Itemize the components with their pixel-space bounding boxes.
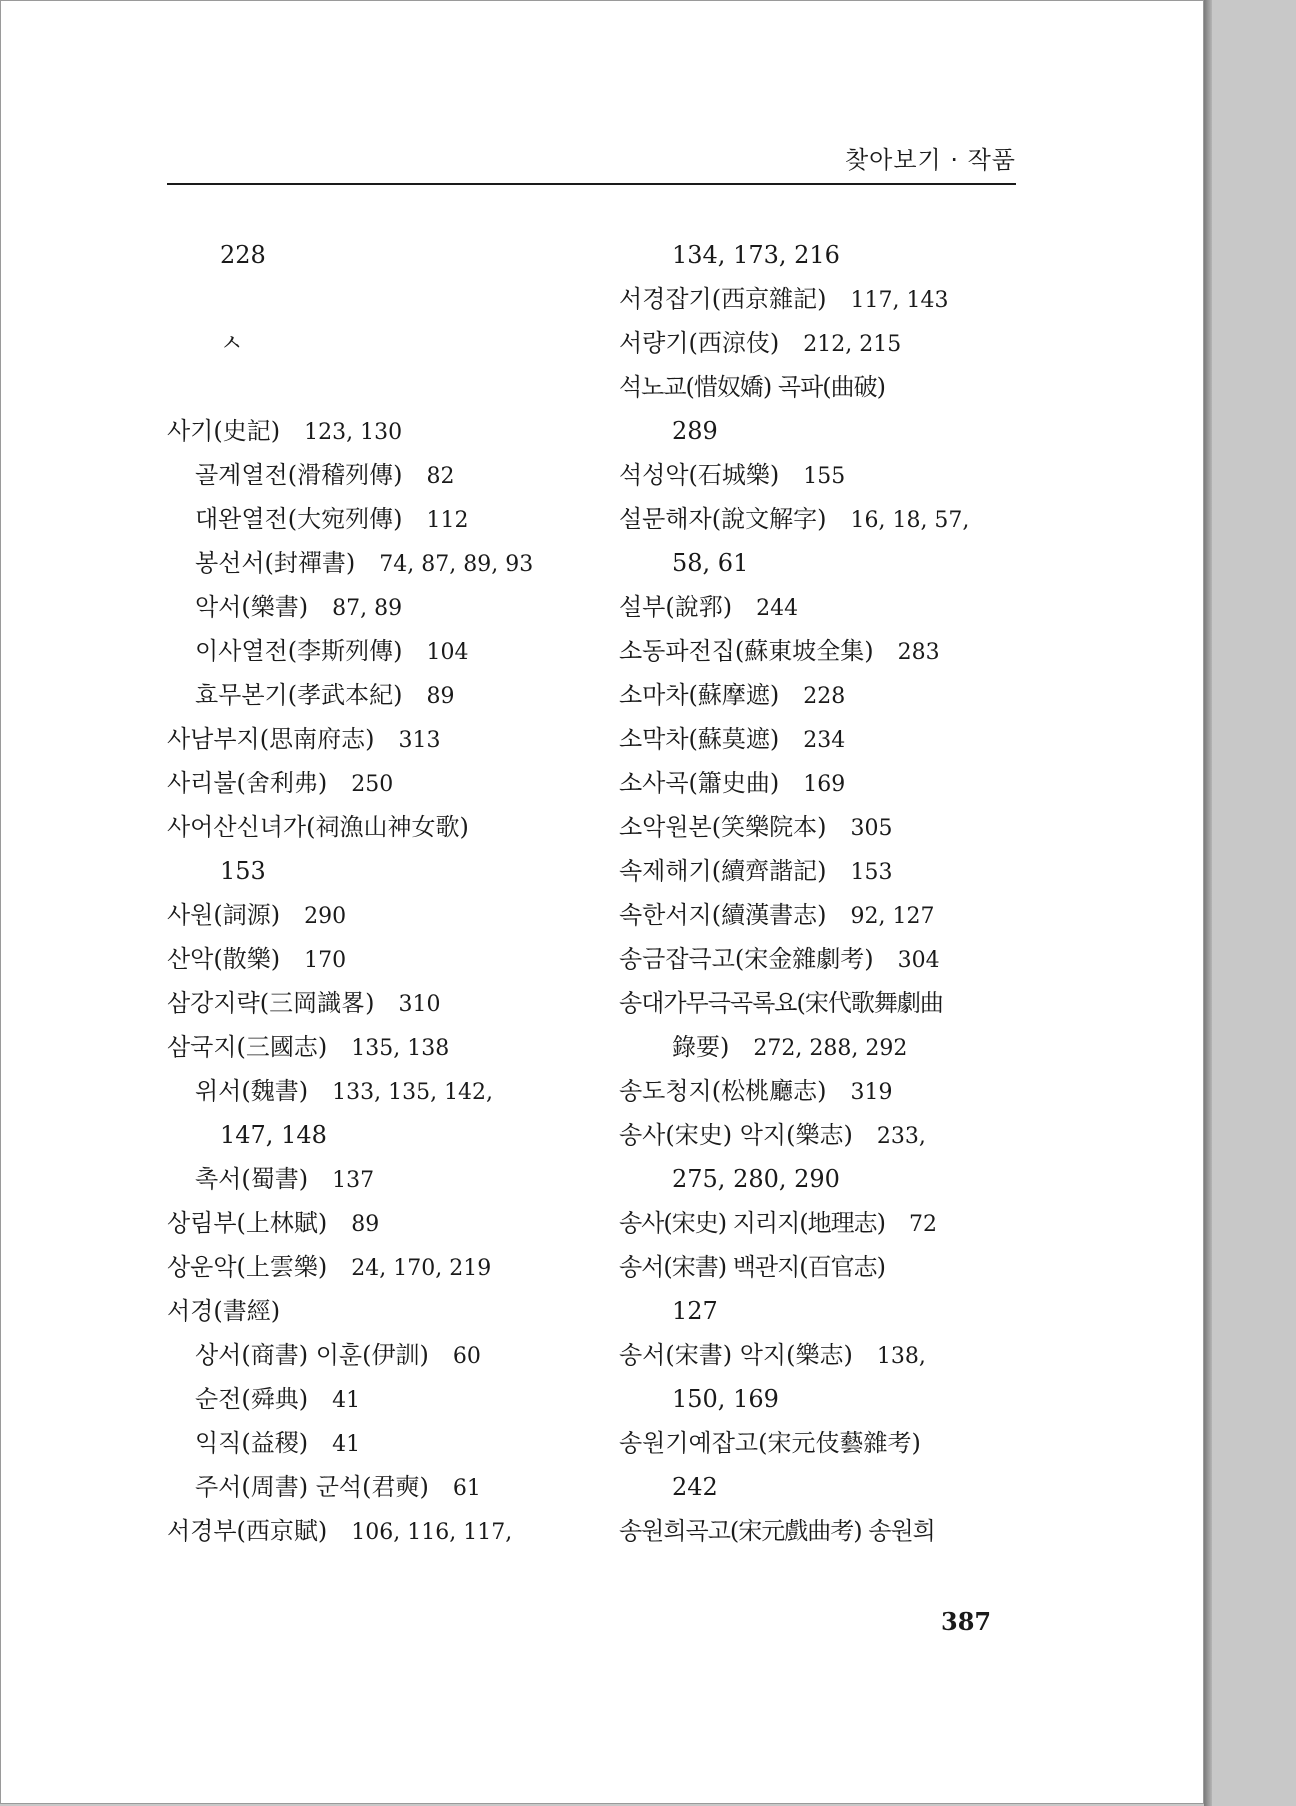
- index-entry: [167, 453, 597, 497]
- index-entry: [619, 1069, 1039, 1113]
- index-entry-pages: 170: [304, 948, 347, 973]
- index-entry-title: 사어산신녀가(祠漁山神女歌): [167, 813, 469, 841]
- index-entry-title: 순전(舜典): [195, 1385, 309, 1413]
- index-entry-title: 석성악(石城樂): [619, 461, 780, 489]
- index-entry-pages: 135, 138: [351, 1036, 450, 1061]
- index-entry: [619, 365, 1039, 409]
- index-entry-title: 익직(益稷): [195, 1429, 309, 1457]
- index-entry-title: 상림부(上林賦): [167, 1209, 328, 1237]
- index-entry-pages: 58, 61: [672, 549, 749, 577]
- index-entry: [619, 409, 1039, 453]
- index-entry: [619, 1289, 1039, 1333]
- index-entry-pages: 24, 170, 219: [351, 1256, 492, 1281]
- index-entry-title: 효무본기(孝武本紀): [195, 681, 403, 709]
- index-entry-title: 송사(宋史) 악지(樂志): [619, 1121, 853, 1149]
- index-entry: [619, 277, 1039, 321]
- index-entry: [167, 1157, 597, 1201]
- index-entry-pages: 72: [909, 1212, 938, 1237]
- index-entry: [167, 277, 597, 321]
- index-entry: [619, 1245, 1039, 1289]
- index-entry-pages: 134, 173, 216: [672, 241, 840, 269]
- index-entry: [167, 541, 597, 585]
- index-entry-pages: 137: [332, 1168, 375, 1193]
- index-entry-title: 설문해자(說文解字): [619, 505, 827, 533]
- index-entry-pages: 41: [332, 1388, 361, 1413]
- index-entry: [167, 585, 597, 629]
- index-entry-pages: 150, 169: [672, 1385, 779, 1413]
- index-entry: [167, 1421, 597, 1465]
- index-entry-title: 서경부(西京賦): [167, 1517, 328, 1545]
- index-entry-title: 소사곡(簫史曲): [619, 769, 780, 797]
- index-entry: [619, 497, 1039, 541]
- index-entry-pages: 305: [850, 816, 893, 841]
- index-entry-pages: 319: [850, 1080, 893, 1105]
- index-entry-pages: 138,: [876, 1344, 926, 1369]
- index-entry-title: 사리불(舍利弗): [167, 769, 328, 797]
- index-entry: [167, 365, 597, 409]
- index-entry-pages: 155: [803, 464, 846, 489]
- running-head: 찾아보기 · 작품: [845, 146, 1016, 174]
- index-entry-pages: 133, 135, 142,: [332, 1080, 494, 1105]
- index-entry: [619, 1509, 1039, 1553]
- index-entry: [167, 321, 597, 365]
- index-entry-pages: 313: [398, 728, 441, 753]
- index-entry: [167, 1465, 597, 1509]
- index-entry-pages: 41: [332, 1432, 361, 1457]
- index-entry-pages: 283: [897, 640, 940, 665]
- index-entry-title: 이사열전(李斯列傳): [195, 637, 403, 665]
- index-entry: [619, 761, 1039, 805]
- index-entry: [619, 805, 1039, 849]
- index-entry-title: 대완열전(大宛列傳): [195, 505, 403, 533]
- index-entry-pages: 304: [897, 948, 940, 973]
- index-entry-pages: 60: [452, 1344, 481, 1369]
- index-entry-title: 송서(宋書) 백관지(百官志): [619, 1253, 886, 1281]
- index-entry: [619, 1377, 1039, 1421]
- index-entry: [167, 1113, 597, 1157]
- index-entry: [619, 981, 1039, 1025]
- index-entry-title: 삼강지략(三岡識畧): [167, 989, 375, 1017]
- index-entry: [619, 629, 1039, 673]
- index-entry: [619, 1157, 1039, 1201]
- index-entry: [167, 1245, 597, 1289]
- index-entry-title: 소막차(蘇莫遮): [619, 725, 780, 753]
- index-entry-title: 속한서지(續漢書志): [619, 901, 827, 929]
- index-entry-title: 위서(魏書): [195, 1077, 309, 1105]
- index-entry-pages: 228: [803, 684, 846, 709]
- index-entry-title: 서경(書經): [167, 1297, 281, 1325]
- index-entry: [619, 1465, 1039, 1509]
- index-entry-pages: 117, 143: [850, 288, 949, 313]
- index-entry: [619, 585, 1039, 629]
- index-entry-title: 상운악(上雲樂): [167, 1253, 328, 1281]
- index-entry-title: 송서(宋書) 악지(樂志): [619, 1341, 853, 1369]
- index-entry-pages: 233,: [876, 1124, 926, 1149]
- index-column-left: [167, 233, 597, 1553]
- index-entry: [167, 717, 597, 761]
- index-entry-pages: 310: [398, 992, 441, 1017]
- index-entry: [167, 981, 597, 1025]
- page-edge-shadow: [1204, 0, 1212, 1806]
- index-entry: [167, 1377, 597, 1421]
- index-entry-title: 속제해기(續齊諧記): [619, 857, 827, 885]
- index-entry-title: 악서(樂書): [195, 593, 309, 621]
- index-entry: [167, 673, 597, 717]
- page-number: 387: [941, 1607, 992, 1636]
- index-entry-title: 골계열전(滑稽列傳): [195, 461, 403, 489]
- index-entry-pages: 16, 18, 57,: [850, 508, 970, 533]
- index-entry-pages: 147, 148: [220, 1121, 327, 1149]
- index-entry: [619, 717, 1039, 761]
- index-entry: [167, 849, 597, 893]
- index-entry-pages: 89: [351, 1212, 380, 1237]
- index-entry-pages: 272, 288, 292: [753, 1036, 908, 1061]
- index-entry-pages: 123, 130: [304, 420, 403, 445]
- index-entry: [167, 937, 597, 981]
- index-entry-pages: 127: [672, 1297, 718, 1325]
- index-entry: [167, 893, 597, 937]
- index-entry: [619, 453, 1039, 497]
- index-entry-pages: 289: [672, 417, 718, 445]
- index-entry-title: 송원희곡고(宋元戲曲考) 송원희: [619, 1517, 935, 1545]
- index-entry-pages: 250: [351, 772, 394, 797]
- index-entry-pages: 104: [426, 640, 469, 665]
- index-entry: [619, 1421, 1039, 1465]
- index-entry: [167, 1509, 597, 1553]
- index-entry: [619, 541, 1039, 585]
- index-entry: [167, 1333, 597, 1377]
- index-entry-pages: 61: [452, 1476, 481, 1501]
- index-entry: [619, 937, 1039, 981]
- index-entry: [619, 233, 1039, 277]
- index-entry-title: ㅅ: [220, 329, 244, 357]
- index-entry-title: 산악(散樂): [167, 945, 281, 973]
- index-entry-title: 송대가무극곡록요(宋代歌舞劇曲: [619, 989, 943, 1017]
- index-entry: [167, 497, 597, 541]
- index-entry: [167, 761, 597, 805]
- index-entry: [619, 1201, 1039, 1245]
- index-entry-title: 석노교(惜奴嬌) 곡파(曲破): [619, 373, 886, 401]
- index-entry-pages: 153: [850, 860, 893, 885]
- index-entry-pages: 87, 89: [332, 596, 403, 621]
- index-entry: [167, 1069, 597, 1113]
- index-entry-title: 설부(說郛): [619, 593, 733, 621]
- index-entry-pages: 242: [672, 1473, 718, 1501]
- index-entry: [167, 1289, 597, 1333]
- index-entry: [619, 1333, 1039, 1377]
- index-entry-pages: 275, 280, 290: [672, 1165, 840, 1193]
- index-entry-title: 송도청지(松桃廳志): [619, 1077, 827, 1105]
- index-entry: [167, 629, 597, 673]
- index-entry: [167, 1201, 597, 1245]
- index-entry-title: 삼국지(三國志): [167, 1033, 328, 1061]
- index-entry-title: 서경잡기(西京雜記): [619, 285, 827, 313]
- index-entry-pages: 106, 116, 117,: [351, 1520, 513, 1545]
- index-entry-pages: 92, 127: [850, 904, 935, 929]
- index-entry-pages: 244: [756, 596, 799, 621]
- index-entry-title: 상서(商書) 이훈(伊訓): [195, 1341, 429, 1369]
- index-entry-pages: 169: [803, 772, 846, 797]
- index-entry-pages: 212, 215: [803, 332, 902, 357]
- index-entry-pages: 112: [426, 508, 469, 533]
- index-entry-pages: 228: [220, 241, 266, 269]
- index-entry-title: 서량기(西涼伎): [619, 329, 780, 357]
- index-entry: [619, 849, 1039, 893]
- index-entry-title: 주서(周書) 군석(君奭): [195, 1473, 429, 1501]
- index-entry-title: 송원기예잡고(宋元伎藝雜考): [619, 1429, 921, 1457]
- index-entry: [619, 1025, 1039, 1069]
- index-entry: [619, 893, 1039, 937]
- index-entry: [619, 673, 1039, 717]
- index-entry-title: 사기(史記): [167, 417, 281, 445]
- index-entry-title: 봉선서(封禪書): [195, 549, 356, 577]
- index-entry-title: 송사(宋史) 지리지(地理志): [619, 1209, 886, 1237]
- index-column-right: [619, 233, 1039, 1553]
- index-entry: [619, 1113, 1039, 1157]
- index-entry-title: 사남부지(思南府志): [167, 725, 375, 753]
- index-entry: [167, 233, 597, 277]
- index-entry: [167, 805, 597, 849]
- index-entry-title: 사원(詞源): [167, 901, 281, 929]
- index-entry-pages: 89: [426, 684, 455, 709]
- index-entry-pages: 153: [220, 857, 266, 885]
- index-entry-title: 錄要): [672, 1033, 730, 1061]
- index-entry-pages: 290: [304, 904, 347, 929]
- index-entry: [167, 1025, 597, 1069]
- index-entry: [167, 409, 597, 453]
- index-entry: [619, 321, 1039, 365]
- index-entry-title: 소악원본(笑樂院本): [619, 813, 827, 841]
- index-entry-pages: 82: [426, 464, 455, 489]
- index-entry-title: 소마차(蘇摩遮): [619, 681, 780, 709]
- header-rule: [167, 183, 1016, 185]
- index-entry-pages: 74, 87, 89, 93: [379, 552, 534, 577]
- index-entry-title: 송금잡극고(宋金雜劇考): [619, 945, 874, 973]
- index-entry-pages: 234: [803, 728, 846, 753]
- index-entry-title: 소동파전집(蘇東坡全集): [619, 637, 874, 665]
- index-entry-title: 촉서(蜀書): [195, 1165, 309, 1193]
